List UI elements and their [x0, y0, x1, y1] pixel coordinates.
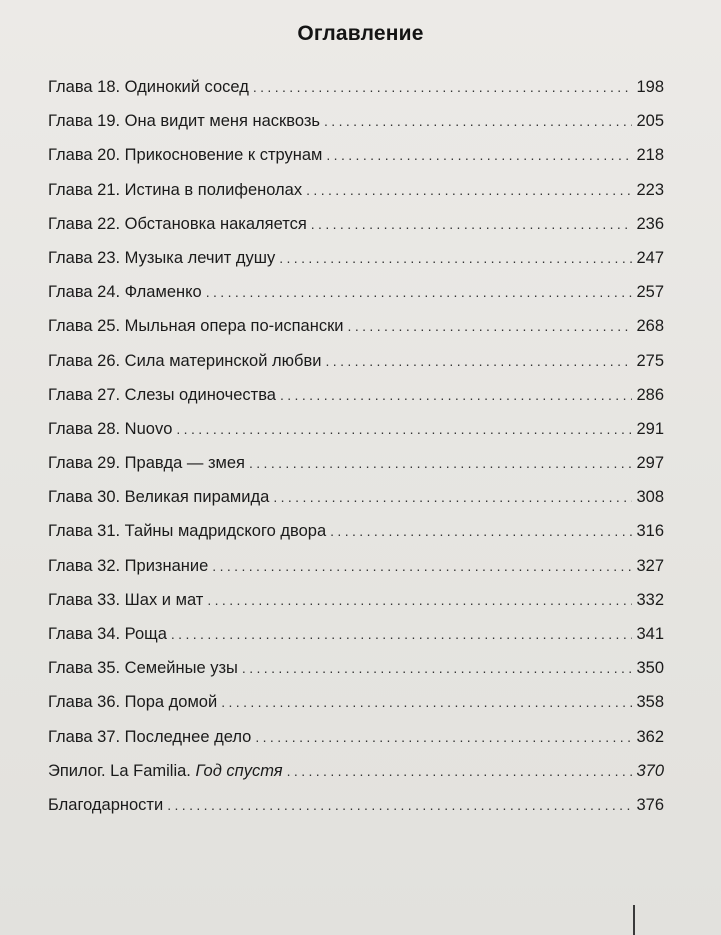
toc-entry-label: Глава 37. Последнее дело: [48, 727, 252, 746]
toc-entry-page: 327: [636, 556, 664, 575]
toc-entry-label: Глава 33. Шах и мат: [48, 590, 204, 609]
toc-row[interactable]: [48, 275, 664, 309]
toc-entry-label: Глава 19. Она видит меня насквозь: [48, 112, 320, 131]
toc-entry-label: Глава 21. Истина в полифенолах: [48, 180, 303, 199]
toc-entry-page: 236: [636, 214, 664, 233]
toc-entry-label: Глава 22. Обстановка накаляется: [48, 214, 307, 233]
toc-row[interactable]: [48, 344, 664, 378]
dot-leader: [279, 241, 632, 275]
toc-row[interactable]: [48, 173, 664, 207]
toc-entry-page: 376: [636, 795, 664, 814]
toc-entry-label: Глава 32. Признание: [48, 556, 209, 575]
epilogue-label: Эпилог. La Familia.: [48, 761, 191, 780]
toc-row[interactable]: [48, 549, 664, 583]
toc-entry-label: Благодарности: [48, 795, 164, 814]
dot-leader: [330, 514, 632, 548]
toc-row[interactable]: [48, 70, 664, 104]
toc-entry-page: 332: [636, 590, 664, 609]
toc-entry-page: 358: [636, 693, 664, 712]
toc-entry-page: 350: [636, 659, 664, 678]
dot-leader: [324, 104, 632, 138]
toc-entry-page: 308: [636, 488, 664, 507]
toc-entry-label: Глава 20. Прикосновение к струнам: [48, 146, 323, 165]
toc-entry-label: Глава 36. Пора домой: [48, 693, 218, 712]
toc-entry-label: Глава 25. Мыльная опера по-испански: [48, 317, 344, 336]
toc-row[interactable]: [48, 480, 664, 514]
toc-row[interactable]: [48, 720, 664, 754]
dot-leader: [255, 720, 632, 754]
dot-leader: [253, 70, 632, 104]
toc-entry-label: Глава 26. Сила материнской любви: [48, 351, 322, 370]
toc-row-epilogue[interactable]: [48, 754, 664, 788]
toc-row[interactable]: [48, 583, 664, 617]
dot-leader: [207, 583, 632, 617]
toc-entry-label: Глава 30. Великая пирамида: [48, 488, 270, 507]
dot-leader: [176, 412, 632, 446]
toc-entry-page: 198: [636, 78, 664, 96]
toc-row[interactable]: [48, 241, 664, 275]
toc-entry-label: Глава 28. Nuovo: [48, 419, 173, 438]
toc-row[interactable]: [48, 446, 664, 480]
toc-entry-label: Глава 31. Тайны мадридского двора: [48, 522, 327, 541]
toc-row[interactable]: [48, 378, 664, 412]
toc-entry-page: 223: [636, 180, 664, 199]
toc-entry-label: Глава 18. Одинокий сосед: [48, 78, 249, 96]
dot-leader: [325, 344, 632, 378]
toc-row[interactable]: [48, 685, 664, 719]
toc-row[interactable]: [48, 104, 664, 138]
page-title: Оглавление: [297, 22, 424, 45]
toc-row[interactable]: [48, 651, 664, 685]
dot-leader: [280, 378, 632, 412]
toc-entry-label: Глава 29. Правда — змея: [48, 454, 245, 473]
dot-leader: [326, 138, 632, 172]
toc-row[interactable]: [48, 412, 664, 446]
toc-entry-label: Глава 24. Фламенко: [48, 283, 202, 302]
toc-entry-page: 275: [636, 351, 664, 370]
toc-row[interactable]: [48, 617, 664, 651]
toc-entry-page: 205: [636, 112, 664, 131]
toc-entry-label: Глава 35. Семейные узы: [48, 659, 238, 678]
toc-row-acknowledgements[interactable]: [48, 788, 664, 822]
toc-entry-page: 247: [636, 248, 664, 267]
dot-leader: [171, 617, 632, 651]
dot-leader: [287, 754, 632, 788]
toc-entry-label: Глава 34. Роща: [48, 625, 167, 643]
toc-row[interactable]: [48, 207, 664, 241]
toc-row[interactable]: [48, 514, 664, 548]
toc-entry-page: 218: [636, 146, 664, 165]
dot-leader: [212, 549, 632, 583]
toc-row[interactable]: [48, 309, 664, 343]
toc-entry-page: 362: [636, 727, 664, 746]
dot-leader: [273, 480, 632, 514]
toc-entry-page: 370: [636, 761, 664, 780]
dot-leader: [348, 309, 632, 343]
toc-entry-label: Глава 23. Музыка лечит душу: [48, 248, 276, 267]
dot-leader: [221, 685, 632, 719]
dot-leader: [242, 651, 632, 685]
toc-entry-page: 341: [636, 625, 664, 643]
toc-entry-label: [48, 754, 283, 788]
toc-entry-page: 297: [636, 454, 664, 473]
toc-row[interactable]: [48, 138, 664, 172]
toc-entry-page: 291: [636, 419, 664, 438]
table-of-contents: [48, 70, 664, 822]
epilogue-subtitle: Год спустя: [195, 761, 283, 780]
dot-leader: [311, 207, 632, 241]
dot-leader: [167, 788, 632, 822]
toc-entry-page: 268: [636, 317, 664, 336]
toc-entry-page: 286: [636, 385, 664, 404]
toc-entry-label: Глава 27. Слезы одиночества: [48, 385, 276, 404]
toc-entry-page: 257: [636, 283, 664, 302]
dot-leader: [306, 173, 632, 207]
page-edge-mark: [633, 905, 635, 935]
dot-leader: [206, 275, 632, 309]
toc-entry-page: 316: [636, 522, 664, 541]
dot-leader: [249, 446, 632, 480]
